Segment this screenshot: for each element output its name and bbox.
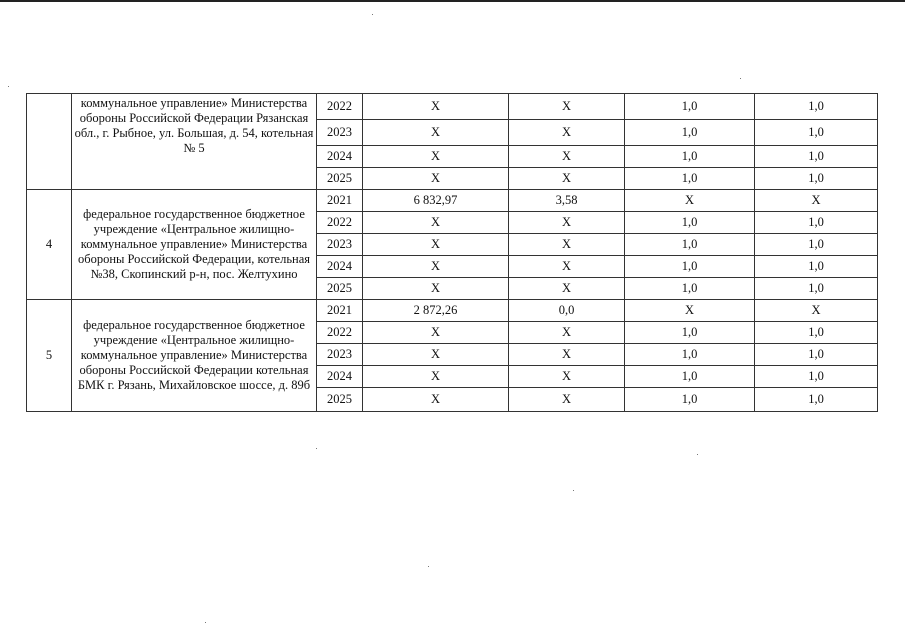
year-cell: 2022 <box>317 94 363 120</box>
value-cell: 1,0 <box>755 256 878 278</box>
value-cell: 1,0 <box>755 234 878 256</box>
value-cell: X <box>363 120 509 146</box>
value-cell: X <box>509 366 625 388</box>
value-cell: 1,0 <box>755 120 878 146</box>
value-cell: X <box>509 344 625 366</box>
year-cell: 2025 <box>317 168 363 190</box>
value-cell: 1,0 <box>755 344 878 366</box>
value-cell: X <box>509 234 625 256</box>
value-cell: X <box>755 190 878 212</box>
year-cell: 2023 <box>317 344 363 366</box>
row-number: 5 <box>27 300 72 412</box>
year-cell: 2024 <box>317 366 363 388</box>
table-row <box>27 300 878 322</box>
value-cell: 1,0 <box>755 168 878 190</box>
value-cell: X <box>509 256 625 278</box>
value-cell: 6 832,97 <box>363 190 509 212</box>
value-cell: X <box>363 322 509 344</box>
value-cell: 1,0 <box>625 322 755 344</box>
value-cell: 1,0 <box>625 366 755 388</box>
year-cell: 2023 <box>317 120 363 146</box>
value-cell: X <box>363 94 509 120</box>
value-cell: X <box>755 300 878 322</box>
value-cell: 1,0 <box>625 344 755 366</box>
value-cell: X <box>509 120 625 146</box>
value-cell: 1,0 <box>625 212 755 234</box>
tariff-table <box>26 93 878 412</box>
value-cell: X <box>363 278 509 300</box>
year-cell: 2024 <box>317 256 363 278</box>
value-cell: 1,0 <box>625 94 755 120</box>
value-cell: 1,0 <box>755 146 878 168</box>
scan-speck <box>316 448 317 449</box>
value-cell: X <box>625 190 755 212</box>
scan-speck <box>740 78 741 79</box>
value-cell: 1,0 <box>625 120 755 146</box>
top-rule <box>0 0 905 2</box>
year-cell: 2023 <box>317 234 363 256</box>
value-cell: 1,0 <box>625 168 755 190</box>
value-cell: X <box>363 366 509 388</box>
year-cell: 2022 <box>317 322 363 344</box>
organization-cell: федеральное государственное бюджетное учреждение «Центральное жилищно-коммунальное управление» Министерства обороны Российской Федерации, котельная №38, Скопинский р-н, пос. Желтухино <box>72 190 317 300</box>
row-number <box>27 94 72 190</box>
scan-speck <box>205 622 206 623</box>
year-cell: 2025 <box>317 388 363 412</box>
value-cell: 1,0 <box>755 94 878 120</box>
value-cell: 2 872,26 <box>363 300 509 322</box>
year-cell: 2021 <box>317 190 363 212</box>
value-cell: 1,0 <box>755 322 878 344</box>
value-cell: 1,0 <box>625 388 755 412</box>
value-cell: X <box>363 146 509 168</box>
value-cell: 1,0 <box>755 366 878 388</box>
scan-speck <box>573 490 574 491</box>
value-cell: 1,0 <box>755 388 878 412</box>
value-cell: X <box>363 344 509 366</box>
table-row <box>27 94 878 120</box>
year-cell: 2022 <box>317 212 363 234</box>
value-cell: 1,0 <box>755 278 878 300</box>
table-row <box>27 190 878 212</box>
year-cell: 2024 <box>317 146 363 168</box>
organization-cell: коммунальное управление» Министерства обороны Российской Федерации Рязанская обл., г. Рыбное, ул. Большая, д. 54, котельная № 5 <box>72 94 317 190</box>
value-cell: X <box>509 322 625 344</box>
value-cell: 1,0 <box>625 146 755 168</box>
value-cell: X <box>509 94 625 120</box>
organization-cell: федеральное государственное бюджетное учреждение «Центральное жилищно-коммунальное управление» Министерства обороны Российской Федерации котельная БМК г. Рязань, Михайловское шоссе, д. 89б <box>72 300 317 412</box>
value-cell: X <box>363 168 509 190</box>
value-cell: X <box>363 212 509 234</box>
value-cell: X <box>509 212 625 234</box>
value-cell: X <box>625 300 755 322</box>
value-cell: X <box>509 168 625 190</box>
value-cell: 1,0 <box>625 234 755 256</box>
value-cell: 3,58 <box>509 190 625 212</box>
row-number: 4 <box>27 190 72 300</box>
value-cell: X <box>509 278 625 300</box>
value-cell: 0,0 <box>509 300 625 322</box>
value-cell: X <box>363 256 509 278</box>
value-cell: 1,0 <box>625 278 755 300</box>
year-cell: 2021 <box>317 300 363 322</box>
scan-speck <box>428 566 429 567</box>
value-cell: X <box>509 146 625 168</box>
scan-speck <box>8 86 9 87</box>
year-cell: 2025 <box>317 278 363 300</box>
value-cell: 1,0 <box>755 212 878 234</box>
value-cell: X <box>363 234 509 256</box>
scan-speck <box>372 14 373 15</box>
scan-speck <box>697 454 698 455</box>
value-cell: X <box>363 388 509 412</box>
value-cell: 1,0 <box>625 256 755 278</box>
value-cell: X <box>509 388 625 412</box>
